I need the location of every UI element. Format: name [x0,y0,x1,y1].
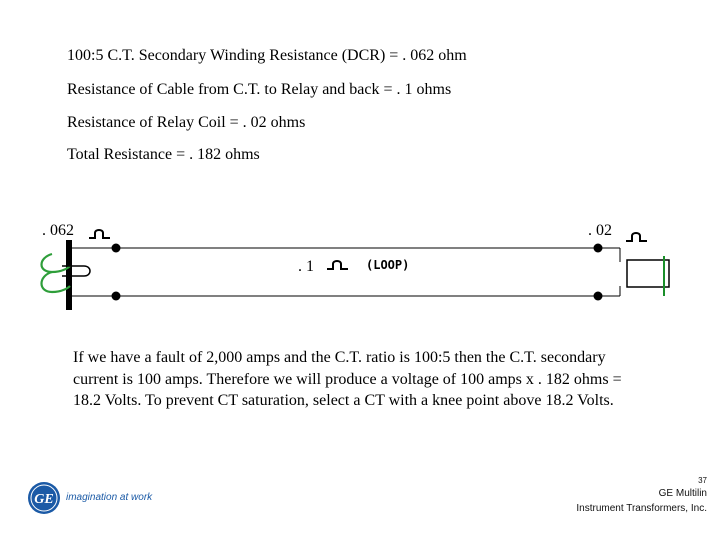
explanation-paragraph: If we have a fault of 2,000 amps and the C.T. ratio is 100:5 then the C.T. secondary current is 100 amps. Therefore we will produce a voltage of 100 amps x . 182 ohms = 18.2 Volts. To prevent CT saturation, select a CT with a knee point above 18.2 Volts. [73,349,622,409]
dcr-line: 100:5 C.T. Secondary Winding Resistance (DCR) = . 062 ohm [67,47,467,64]
total-resistance-line: Total Resistance = . 182 ohms [67,146,260,163]
ge-logo [27,481,61,515]
relay-bottom-terminal [594,292,603,301]
loop-label: (LOOP) [366,258,410,272]
relay-coil [627,260,669,287]
company-name: GE Multilin [658,488,707,499]
cable-resistance-line: Resistance of Cable from C.T. to Relay and back = . 1 ohms [67,81,452,98]
department-name: Instrument Transformers, Inc. [576,503,707,514]
cable-resistance-label: . 1 [298,258,314,275]
ct-bottom-terminal [112,292,121,301]
ct-coil-icon [42,254,71,292]
resistance-icon [327,261,348,269]
footer-block [576,475,707,516]
ge-logo-text: GE [34,492,54,507]
tagline: imagination at work [66,492,153,503]
ct-resistance-label: . 062 [42,222,74,239]
resistance-icon [89,230,110,238]
relay-top-terminal [594,244,603,253]
ct-core-bar [66,240,72,310]
resistance-icon [626,233,647,241]
page-number: 37 [698,476,707,485]
relay-resistance-label: . 02 [588,222,612,239]
ct-top-terminal [112,244,121,253]
relay-coil-line: Resistance of Relay Coil = . 02 ohms [67,114,306,131]
